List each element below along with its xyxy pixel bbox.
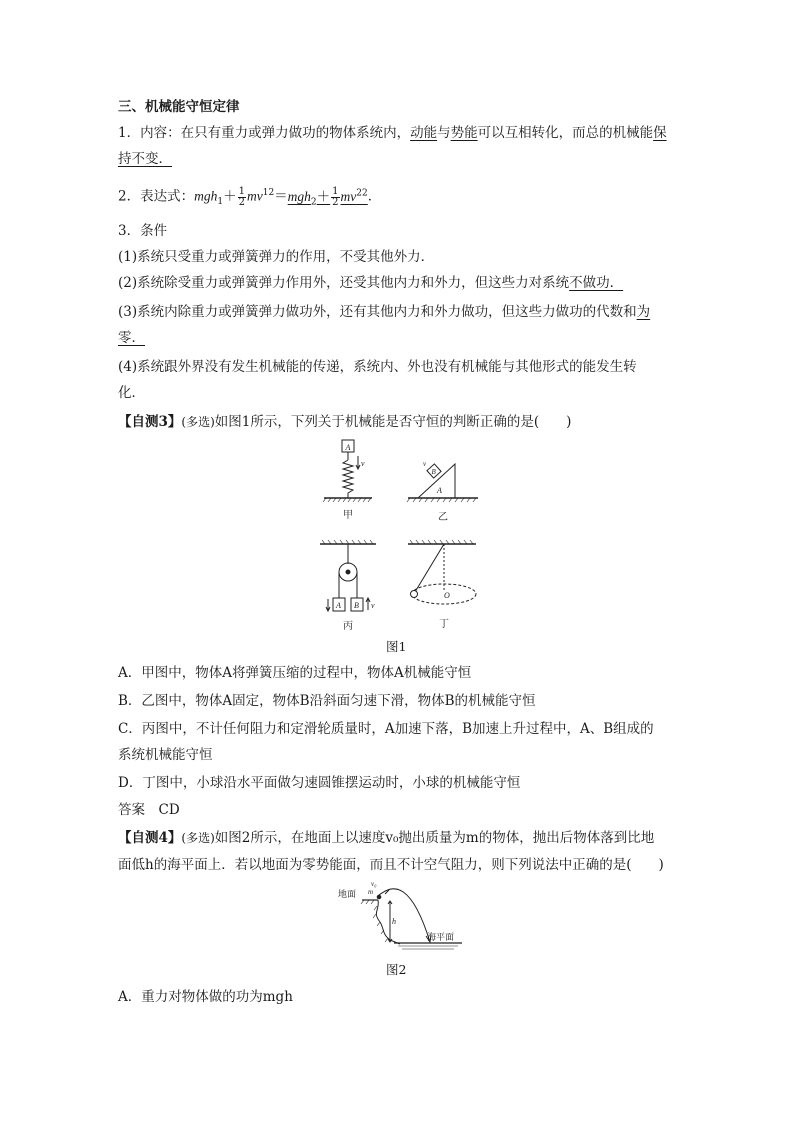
test3-option-b: B．乙图中，物体A固定，物体B沿斜面匀速下滑，物体B的机械能守恒 bbox=[118, 693, 536, 709]
label-bing: 丙 bbox=[343, 621, 353, 632]
ball-icon bbox=[411, 591, 418, 598]
test3-answer: 答案 CD bbox=[118, 802, 180, 818]
blank-no-work: 不做功． bbox=[569, 275, 624, 291]
formula-rhs: mgh$_2$＋ $\frac{1}{2}$ $mv^{22}$ bbox=[287, 185, 368, 208]
diagram-yi bbox=[407, 464, 478, 502]
label-jia: 甲 bbox=[343, 510, 353, 521]
test3-option-d: D．丁图中，小球沿水平面做匀速圆锥摆运动时，小球的机械能守恒 bbox=[118, 775, 521, 791]
projectile-path bbox=[378, 889, 430, 942]
test4-stem-line1: 【自测4】(多选)如图2所示，在地面上以速度v₀抛出质量为m的物体，抛出后物体落到比地 bbox=[118, 830, 655, 846]
label-yi: 乙 bbox=[438, 512, 448, 523]
figure-1-caption: 图1 bbox=[386, 639, 407, 654]
content-item-1: 1．内容：在只有重力或弹力做功的物体系统内，动能与势能可以互相转化，而总的机械能保 bbox=[118, 125, 667, 141]
test3-stem: 【自测3】(多选)如图1所示，下列关于机械能是否守恒的判断正确的是( ) bbox=[118, 414, 572, 430]
test4-stem-line2: 面低h的海平面上．若以地面为零势能面，而且不计空气阻力，则下列说法中正确的是( ) bbox=[118, 857, 664, 873]
condition-3: (3)系统内除重力或弹簧弹力做功外，还有其他内力和外力做功，但这些力做功的代数和为 bbox=[118, 304, 651, 320]
svg-text:A: A bbox=[336, 601, 341, 610]
svg-text:B: B bbox=[354, 601, 359, 610]
section-heading: 三、机械能守恒定律 bbox=[118, 99, 240, 115]
svg-text:v: v bbox=[361, 459, 365, 468]
condition-1: (1)系统只受重力或弹簧弹力的作用，不受其他外力． bbox=[118, 249, 435, 265]
figure-2-diagram bbox=[334, 880, 464, 952]
spring-icon bbox=[343, 460, 353, 498]
svg-text:v: v bbox=[423, 460, 427, 468]
test4-tag: 【自测4】 bbox=[118, 830, 182, 846]
label-ding: 丁 bbox=[439, 619, 449, 630]
svg-text:A: A bbox=[437, 486, 442, 495]
blank-zero-2: 零． bbox=[118, 330, 145, 346]
label-sea: 海平面 bbox=[427, 933, 455, 943]
blank-conserved-1: 保 bbox=[653, 125, 667, 141]
fraction-half: $\frac{1}{2}$ bbox=[238, 185, 245, 208]
test3-option-c-line2: 系统机械能守恒 bbox=[118, 747, 213, 763]
expression-formula: 2．表达式：mgh$_1$＋ $\frac{1}{2}$ $mv^{12}=mgh_2+$ $\frac{1}{2}$ $mv^{22}$． bbox=[118, 185, 382, 208]
condition-4-line2: 化． bbox=[118, 385, 145, 401]
blank-kinetic-energy: 动能 bbox=[410, 125, 438, 141]
test3-tag: 【自测3】 bbox=[118, 414, 182, 430]
svg-text:B: B bbox=[431, 468, 436, 476]
condition-4-line1: (4)系统跟外界没有发生机械能的传递，系统内、外也没有机械能与其他形式的能发生转 bbox=[118, 359, 637, 375]
figure-1-diagram bbox=[310, 436, 490, 636]
test4-option-a: A．重力对物体做的功为mgh bbox=[118, 989, 293, 1005]
figure-2-caption: 图2 bbox=[386, 962, 407, 977]
diagram-ding bbox=[408, 540, 476, 604]
blank-potential-energy: 势能 bbox=[450, 125, 478, 141]
label-m: m bbox=[368, 888, 374, 896]
object-icon bbox=[377, 895, 381, 899]
test3-option-a: A．甲图中，物体A将弹簧压缩的过程中，物体A机械能守恒 bbox=[118, 665, 472, 681]
label-ground: 地面 bbox=[338, 890, 357, 900]
label-h: h bbox=[392, 917, 396, 926]
svg-text:O: O bbox=[444, 591, 450, 600]
diagram-bing bbox=[320, 540, 376, 611]
blank-zero-1: 为 bbox=[636, 304, 651, 320]
blank-conserved-2: 持不变． bbox=[118, 151, 172, 167]
svg-text:A: A bbox=[345, 443, 351, 452]
label-v0: v₀ bbox=[371, 880, 377, 888]
test3-option-c-line1: C．丙图中，不计任何阻力和定滑轮质量时，A加速下落，B加速上升过程中，A、B组成的 bbox=[118, 721, 654, 737]
conditions-heading: 3．条件 bbox=[118, 223, 168, 239]
condition-2: (2)系统除受重力或弹簧弹力作用外，还受其他内力和外力，但这些力对系统不做功． bbox=[118, 275, 624, 291]
svg-text:v: v bbox=[371, 601, 375, 610]
